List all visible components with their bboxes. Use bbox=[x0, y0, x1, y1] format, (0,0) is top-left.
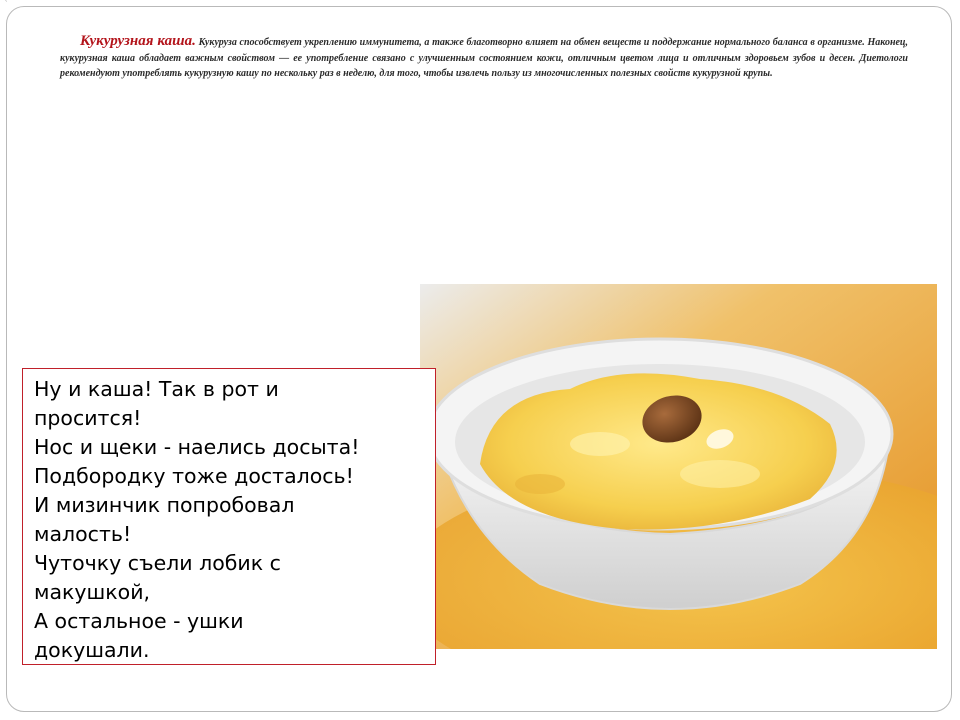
poem-line: И мизинчик попробовал bbox=[34, 493, 295, 517]
poem-line: докушали. bbox=[34, 638, 150, 662]
intro-text: Кукуруза способствует укреплению иммунитета, а также благотворно влияет на обмен веществ и поддержание нормального баланса в организме. Наконец, кукурузная каша обладает важным свойством — ее употребление связано с улучшенным состоянием кожи, отличным цветом лица и отличным здоровьем зубов и десен. Диетологи рекомендуют употреблять кукурузную кашу по нескольку раз в неделю, для того, чтобы извлечь пользу из многочисленных полезных свойств кукурузной крупы. bbox=[60, 37, 908, 79]
poem-line: макушкой, bbox=[34, 580, 151, 604]
poem-line: Подбородку тоже досталось! bbox=[34, 464, 354, 488]
poem-line: малость! bbox=[34, 522, 132, 546]
porridge-photo bbox=[420, 284, 937, 649]
intro-title: Кукурузная каша. bbox=[80, 33, 196, 49]
corner-mark: ` bbox=[5, 1, 8, 8]
poem-line: Нос и щеки - наелись досыта! bbox=[34, 435, 360, 459]
poem-box bbox=[22, 368, 436, 665]
poem-line: Ну и каша! Так в рот и bbox=[34, 377, 279, 401]
poem-line: Чуточку съели лобик с bbox=[34, 551, 281, 575]
poem-line: просится! bbox=[34, 406, 142, 430]
poem-line: А остальное - ушки bbox=[34, 609, 244, 633]
intro-paragraph bbox=[60, 34, 908, 82]
porridge-bowl-image bbox=[420, 284, 937, 649]
